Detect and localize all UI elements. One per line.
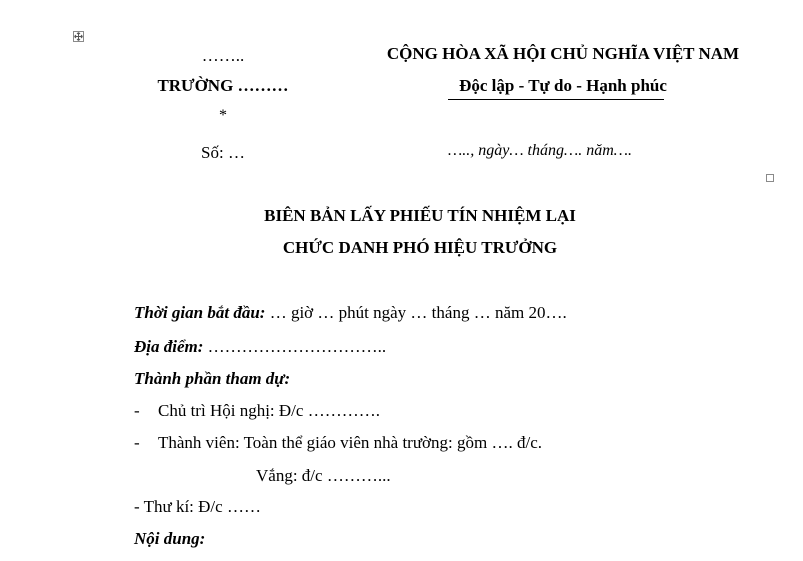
location-value: ………………………….. xyxy=(203,337,387,356)
document-title-line2: CHỨC DANH PHÓ HIỆU TRƯỞNG xyxy=(282,238,558,257)
secretary-line: - Thư kí: Đ/c …… xyxy=(134,497,261,516)
members-bullet: - xyxy=(134,433,140,452)
absent-line: Vắng: đ/c ………... xyxy=(256,466,391,485)
chair-bullet: - xyxy=(134,401,140,420)
location-label: Địa điểm: xyxy=(134,337,204,356)
chair-line: Chủ trì Hội nghị: Đ/c …………. xyxy=(158,401,380,420)
header-left-dots: …….. xyxy=(201,46,245,65)
location-line xyxy=(134,337,386,357)
date-line: ….., ngày… tháng…. năm…. xyxy=(447,142,632,159)
country-name-line: CỘNG HÒA XÃ HỘI CHỦ NGHĨA VIỆT NAM xyxy=(386,44,740,63)
members-line: Thành viên: Toàn thể giáo viên nhà trường: gồm …. đ/c. xyxy=(158,433,543,452)
document-number: Số: … xyxy=(201,143,245,162)
motto-underline xyxy=(448,99,664,100)
table-move-handle-icon[interactable] xyxy=(73,31,84,42)
school-name-line: TRƯỜNG ……… xyxy=(157,76,289,95)
header-star: * xyxy=(219,107,227,124)
table-resize-handle-icon[interactable] xyxy=(766,174,774,182)
motto-line: Độc lập - Tự do - Hạnh phúc xyxy=(459,76,667,95)
document-title-line1: BIÊN BẢN LẤY PHIẾU TÍN NHIỆM LẠI xyxy=(264,206,576,225)
start-time-line xyxy=(134,303,567,323)
content-label: Nội dung: xyxy=(134,529,206,548)
start-time-value: … giờ … phút ngày … tháng … năm 20…. xyxy=(265,303,567,322)
participants-label: Thành phần tham dự: xyxy=(134,369,291,388)
start-time-label: Thời gian bắt đầu: xyxy=(134,303,266,322)
